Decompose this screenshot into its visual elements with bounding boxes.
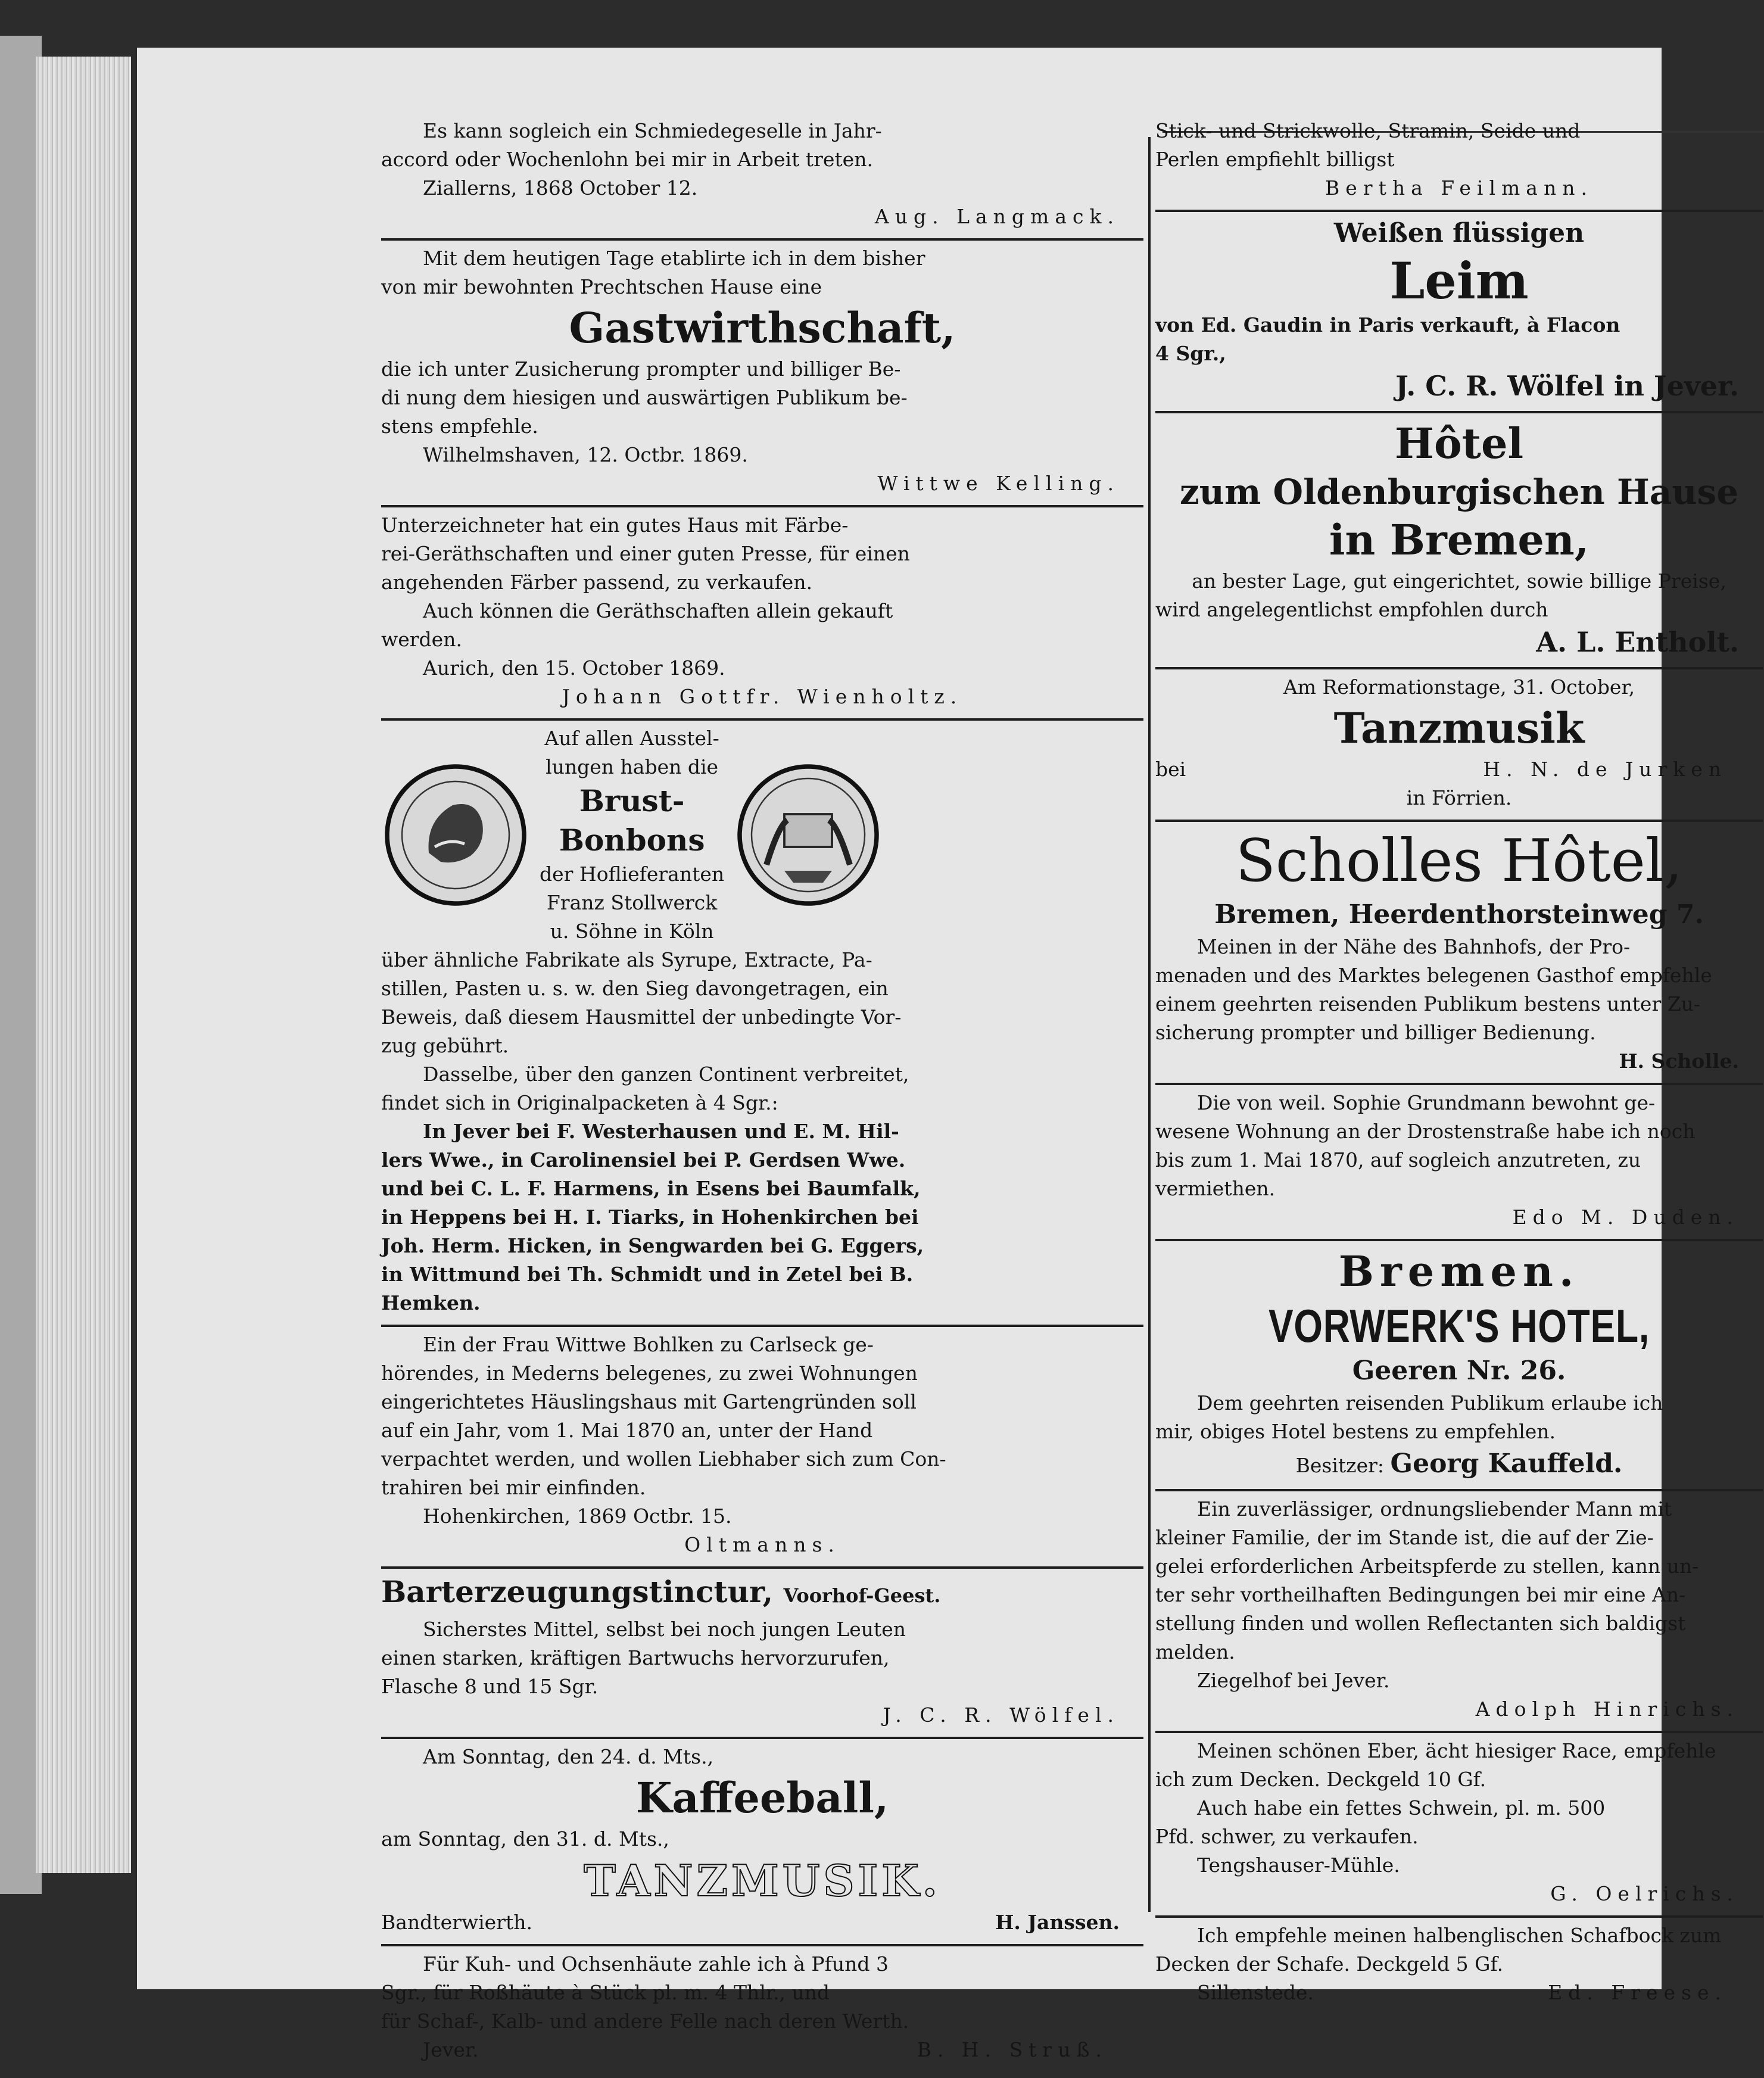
ad-text: trahiren bei mir einfinden. <box>381 1476 646 1499</box>
ad-text: melden. <box>1155 1640 1235 1663</box>
ad-headline: Kaffeeball, <box>635 1773 889 1822</box>
ad-barterzeugungstinctur <box>381 1569 1143 1739</box>
ad-text: für Schaf-, Kalb- und andere Felle nach deren Werth. <box>381 2010 909 2033</box>
ad-text: werden. <box>381 628 462 651</box>
ad-text: Dem geehrten reisenden Publikum erlaube ich <box>1197 1391 1663 1415</box>
dealer-line: in Heppens bei H. I. Tiarks, in Hohenkirchen bei <box>381 1205 919 1229</box>
ad-text: accord oder Wochenlohn bei mir in Arbeit treten. <box>381 148 873 171</box>
ad-tanzmusik-foerrien <box>1155 669 1763 822</box>
ad-schmiedegeselle <box>381 113 1143 241</box>
ad-headline: Brust- <box>579 783 685 818</box>
ad-text: einen starken, kräftigen Bartwuchs hervorzurufen, <box>381 1646 890 1669</box>
ad-text: Decken der Schafe. Deckgeld 5 Gf. <box>1155 1952 1504 1976</box>
ad-text: sicherung prompter und billiger Bedienung. <box>1155 1021 1596 1044</box>
ad-headline: Gastwirthschaft, <box>569 303 956 353</box>
ad-text: Die von weil. Sophie Grundmann bewohnt ge- <box>1197 1091 1656 1114</box>
medal-caption <box>540 724 724 946</box>
ad-text: Stick- und Strickwolle, Stramin, Seide und <box>1155 119 1581 142</box>
ad-host-row <box>1155 755 1763 784</box>
ad-text: Sgr., für Roßhäute à Stück pl. m. 4 Thlr., und <box>381 1981 830 2004</box>
right-column <box>1155 113 1763 2014</box>
ad-gastwirthschaft <box>381 241 1143 507</box>
ad-signature: H. Scholle. <box>1619 1049 1739 1073</box>
dealer-line: Joh. Herm. Hicken, in Sengwarden bei G. Eggers, <box>381 1234 924 1257</box>
dealer-line: Hemken. <box>381 1291 481 1314</box>
ad-subheadline: Weißen flüssigen <box>1333 218 1585 248</box>
ad-place-date: Aurich, den 15. October 1869. <box>423 656 725 680</box>
ad-text: verpachtet werden, und wollen Liebhaber sich zum Con- <box>381 1447 946 1471</box>
ad-text: Franz Stollwerck <box>546 891 718 914</box>
ad-ziegelei-mann <box>1155 1491 1763 1733</box>
ad-eber <box>1155 1733 1763 1918</box>
ad-text: Auch können die Geräthschaften allein gekauft <box>423 599 893 622</box>
ad-signature: Ed. Freese. <box>1548 1981 1727 2004</box>
ad-signature: Adolph Hinrichs. <box>1475 1697 1739 1721</box>
ad-kaffeeball <box>381 1739 1143 1946</box>
column-divider <box>1148 137 1151 1912</box>
ad-text: hörendes, in Mederns belegenes, zu zwei Wohnungen <box>381 1362 918 1385</box>
ad-footer-row <box>1155 1979 1763 2007</box>
ad-text: 4 Sgr., <box>1155 342 1226 365</box>
ad-schafbock <box>1155 1918 1763 2014</box>
ad-text: bei <box>1155 758 1186 781</box>
ad-signature: Aug. Langmack. <box>874 205 1120 228</box>
dealer-line: lers Wwe., in Carolinensiel bei P. Gerdsen Wwe. <box>381 1148 906 1172</box>
ad-text: stellung finden und wollen Reflectanten sich baldigst <box>1155 1612 1686 1635</box>
left-column <box>381 113 1143 2071</box>
medal-row <box>381 724 1143 946</box>
ad-strickwolle <box>1155 113 1763 212</box>
ad-text: Am Reformationstage, 31. October, <box>1283 675 1635 699</box>
ad-place: in Förrien. <box>1406 786 1512 809</box>
ad-place: Tengshauser-Mühle. <box>1197 1853 1400 1877</box>
ad-place-date: Ziallerns, 1868 October 12. <box>423 176 698 200</box>
ad-footer-row <box>381 2036 1143 2064</box>
ad-text: Sicherstes Mittel, selbst bei noch jungen Leuten <box>423 1618 906 1641</box>
ad-text: Pfd. schwer, zu verkaufen. <box>1155 1825 1419 1848</box>
ad-city: Bremen. <box>1338 1247 1580 1296</box>
ad-scholles-hotel <box>1155 822 1763 1085</box>
ad-headline: VORWERK'S HOTEL, <box>1268 1300 1650 1352</box>
ad-headline: Leim <box>1389 251 1529 310</box>
ad-text: Auch habe ein fettes Schwein, pl. m. 500 <box>1197 1796 1606 1820</box>
ad-text: lungen haben die <box>546 755 719 778</box>
ad-signature: Oltmanns. <box>684 1533 840 1556</box>
ad-headline-outline: TANZMUSIK. <box>584 1855 941 1906</box>
ad-text: menaden und des Marktes belegenen Gasthof empfehle <box>1155 964 1712 987</box>
exposition-medal-image <box>734 761 883 909</box>
ad-owner-line <box>1155 1446 1763 1482</box>
ad-text: zug gebührt. <box>381 1034 509 1057</box>
ad-signature: B. H. Struß. <box>917 2038 1108 2061</box>
ad-footer-row <box>381 1908 1143 1937</box>
ad-text: wird angelegentlichst empfohlen durch <box>1155 598 1548 621</box>
ad-signature: Wittwe Kelling. <box>877 472 1120 495</box>
ad-text: findet sich in Originalpacketen à 4 Sgr.: <box>381 1091 778 1114</box>
ad-signature: H. N. de Jurken <box>1483 758 1727 781</box>
ad-place-date: Hohenkirchen, 1869 Octbr. 15. <box>423 1504 732 1528</box>
ad-place-date: Wilhelmshaven, 12. Octbr. 1869. <box>423 443 748 466</box>
dealer-line: In Jever bei F. Westerhausen und E. M. Hil- <box>423 1120 899 1143</box>
ad-signature: Johann Gottfr. Wienholtz. <box>562 685 963 708</box>
ad-place: Bandterwierth. <box>381 1911 532 1934</box>
ad-wohnung <box>1155 1085 1763 1241</box>
ad-address: Geeren Nr. 26. <box>1352 1356 1566 1386</box>
ad-text: u. Söhne in Köln <box>550 920 714 943</box>
ad-text: der Hoflieferanten <box>540 862 725 886</box>
ad-headline: in Bremen, <box>1329 515 1590 565</box>
newspaper-page <box>137 48 1739 2061</box>
ad-text: gelei erforderlichen Arbeitspferde zu stellen, kann un- <box>1155 1554 1699 1578</box>
ad-text: Für Kuh- und Ochsenhäute zahle ich à Pfund 3 <box>423 1952 889 1976</box>
ad-headline: Bonbons <box>559 823 705 858</box>
ad-headline <box>381 1572 1143 1615</box>
owner-name: Georg Kauffeld. <box>1390 1448 1623 1479</box>
owner-label: Besitzer: <box>1295 1454 1384 1477</box>
ad-haus-faerberei <box>381 507 1143 721</box>
ad-headline: Tanzmusik <box>1333 703 1585 753</box>
ad-text: stillen, Pasten u. s. w. den Sieg davongetragen, ein <box>381 977 889 1000</box>
ad-signature: J. C. R. Wölfel in Jever. <box>1395 370 1739 402</box>
ad-text: Ein der Frau Wittwe Bohlken zu Carlseck ge- <box>423 1333 874 1356</box>
dealer-line: in Wittmund bei Th. Schmidt und in Zetel bei B. <box>381 1263 914 1286</box>
ad-text: ter sehr vortheilhaften Bedingungen bei mir eine An- <box>1155 1583 1686 1606</box>
ad-place: Sillenstede. <box>1197 1981 1314 2004</box>
ad-headline: Scholles Hôtel, <box>1235 827 1683 895</box>
ad-place: Ziegelhof bei Jever. <box>1197 1669 1390 1692</box>
book-page-edges <box>36 57 131 1873</box>
ad-haeuslingshaus <box>381 1327 1143 1569</box>
ad-text: von mir bewohnten Prechtschen Hause eine <box>381 275 822 298</box>
ad-signature: H. Janssen. <box>995 1911 1120 1934</box>
ad-text: vermiethen. <box>1155 1177 1276 1200</box>
ad-text: die ich unter Zusicherung prompter und billiger Be- <box>381 357 901 381</box>
ad-signature: A. L. Entholt. <box>1536 626 1739 658</box>
napoleon-medal-image <box>381 761 530 909</box>
ad-text: rei-Geräthschaften und einer guten Presse, für einen <box>381 542 910 565</box>
ad-text: wesene Wohnung an der Drostenstraße habe ich noch <box>1155 1120 1696 1143</box>
dealer-line: und bei C. L. F. Harmens, in Esens bei Baumfalk, <box>381 1177 921 1200</box>
ad-vorwerks-hotel <box>1155 1241 1763 1491</box>
ad-place: Jever. <box>423 2038 479 2061</box>
ad-text: di nung dem hiesigen und auswärtigen Publikum be- <box>381 386 908 409</box>
ad-text: ich zum Decken. Deckgeld 10 Gf. <box>1155 1768 1486 1791</box>
ad-text: auf ein Jahr, vom 1. Mai 1870 an, unter der Hand <box>381 1419 873 1442</box>
ad-text: Am Sonntag, den 24. d. Mts., <box>423 1745 714 1768</box>
ad-text: stens empfehle. <box>381 415 538 438</box>
ad-signature: Bertha Feilmann. <box>1325 176 1593 200</box>
ad-text: von Ed. Gaudin in Paris verkauft, à Flacon <box>1155 313 1620 337</box>
ad-signature: J. C. R. Wölfel. <box>883 1703 1120 1727</box>
ad-text: am Sonntag, den 31. d. Mts., <box>381 1827 669 1850</box>
ad-text: Dasselbe, über den ganzen Continent verbreitet, <box>423 1063 909 1086</box>
ad-text: an bester Lage, gut eingerichtet, sowie billige Preise, <box>1192 569 1726 593</box>
ad-headline-main: Barterzeugungstinctur, <box>381 1574 774 1609</box>
ad-text: Meinen in der Nähe des Bahnhofs, der Pro- <box>1197 935 1631 958</box>
ad-headline: zum Oldenburgischen Hause <box>1179 472 1739 512</box>
ad-text: Ich empfehle meinen halbenglischen Schafbock zum <box>1197 1924 1722 1947</box>
ad-text: mir, obiges Hotel bestens zu empfehlen. <box>1155 1420 1556 1443</box>
ad-text: kleiner Familie, der im Stande ist, die auf der Zie- <box>1155 1526 1654 1549</box>
ad-text: Meinen schönen Eber, ächt hiesiger Race, empfehle <box>1197 1739 1716 1762</box>
ad-text: bis zum 1. Mai 1870, auf sogleich anzutreten, zu <box>1155 1148 1641 1172</box>
ad-text: Mit dem heutigen Tage etablirte ich in dem bisher <box>423 247 925 270</box>
ad-address: Bremen, Heerdenthorsteinweg 7. <box>1214 899 1704 930</box>
ad-text: Beweis, daß diesem Hausmittel der unbedingte Vor- <box>381 1005 902 1029</box>
ad-text: angehenden Färber passend, zu verkaufen. <box>381 571 813 594</box>
ad-text: Es kann sogleich ein Schmiedegeselle in Jahr- <box>423 119 882 142</box>
ad-signature: G. Oelrichs. <box>1550 1882 1739 1905</box>
ad-text: Auf allen Ausstel- <box>544 727 719 750</box>
ad-text: Flasche 8 und 15 Sgr. <box>381 1675 599 1698</box>
ad-brust-bonbons <box>381 721 1143 1327</box>
ad-hotel-oldenburg <box>1155 413 1763 669</box>
ad-text: über ähnliche Fabrikate als Syrupe, Extracte, Pa- <box>381 948 872 971</box>
ad-text: Unterzeichneter hat ein gutes Haus mit Färbe- <box>381 513 849 537</box>
ad-haeute <box>381 1946 1143 2071</box>
ad-headline: Hôtel <box>1394 419 1524 468</box>
ad-leim <box>1155 212 1763 413</box>
ad-text: Ein zuverlässiger, ordnungsliebender Mann mit <box>1197 1497 1672 1521</box>
ad-text: eingerichtetes Häuslingshaus mit Gartengründen soll <box>381 1390 917 1413</box>
ad-text: einem geehrten reisenden Publikum bestens unter Zu- <box>1155 992 1701 1015</box>
ad-headline-small: Voorhof-Geest. <box>783 1584 941 1607</box>
ad-signature: Edo M. Duden. <box>1512 1205 1739 1229</box>
ad-text: Perlen empfiehlt billigst <box>1155 148 1395 171</box>
